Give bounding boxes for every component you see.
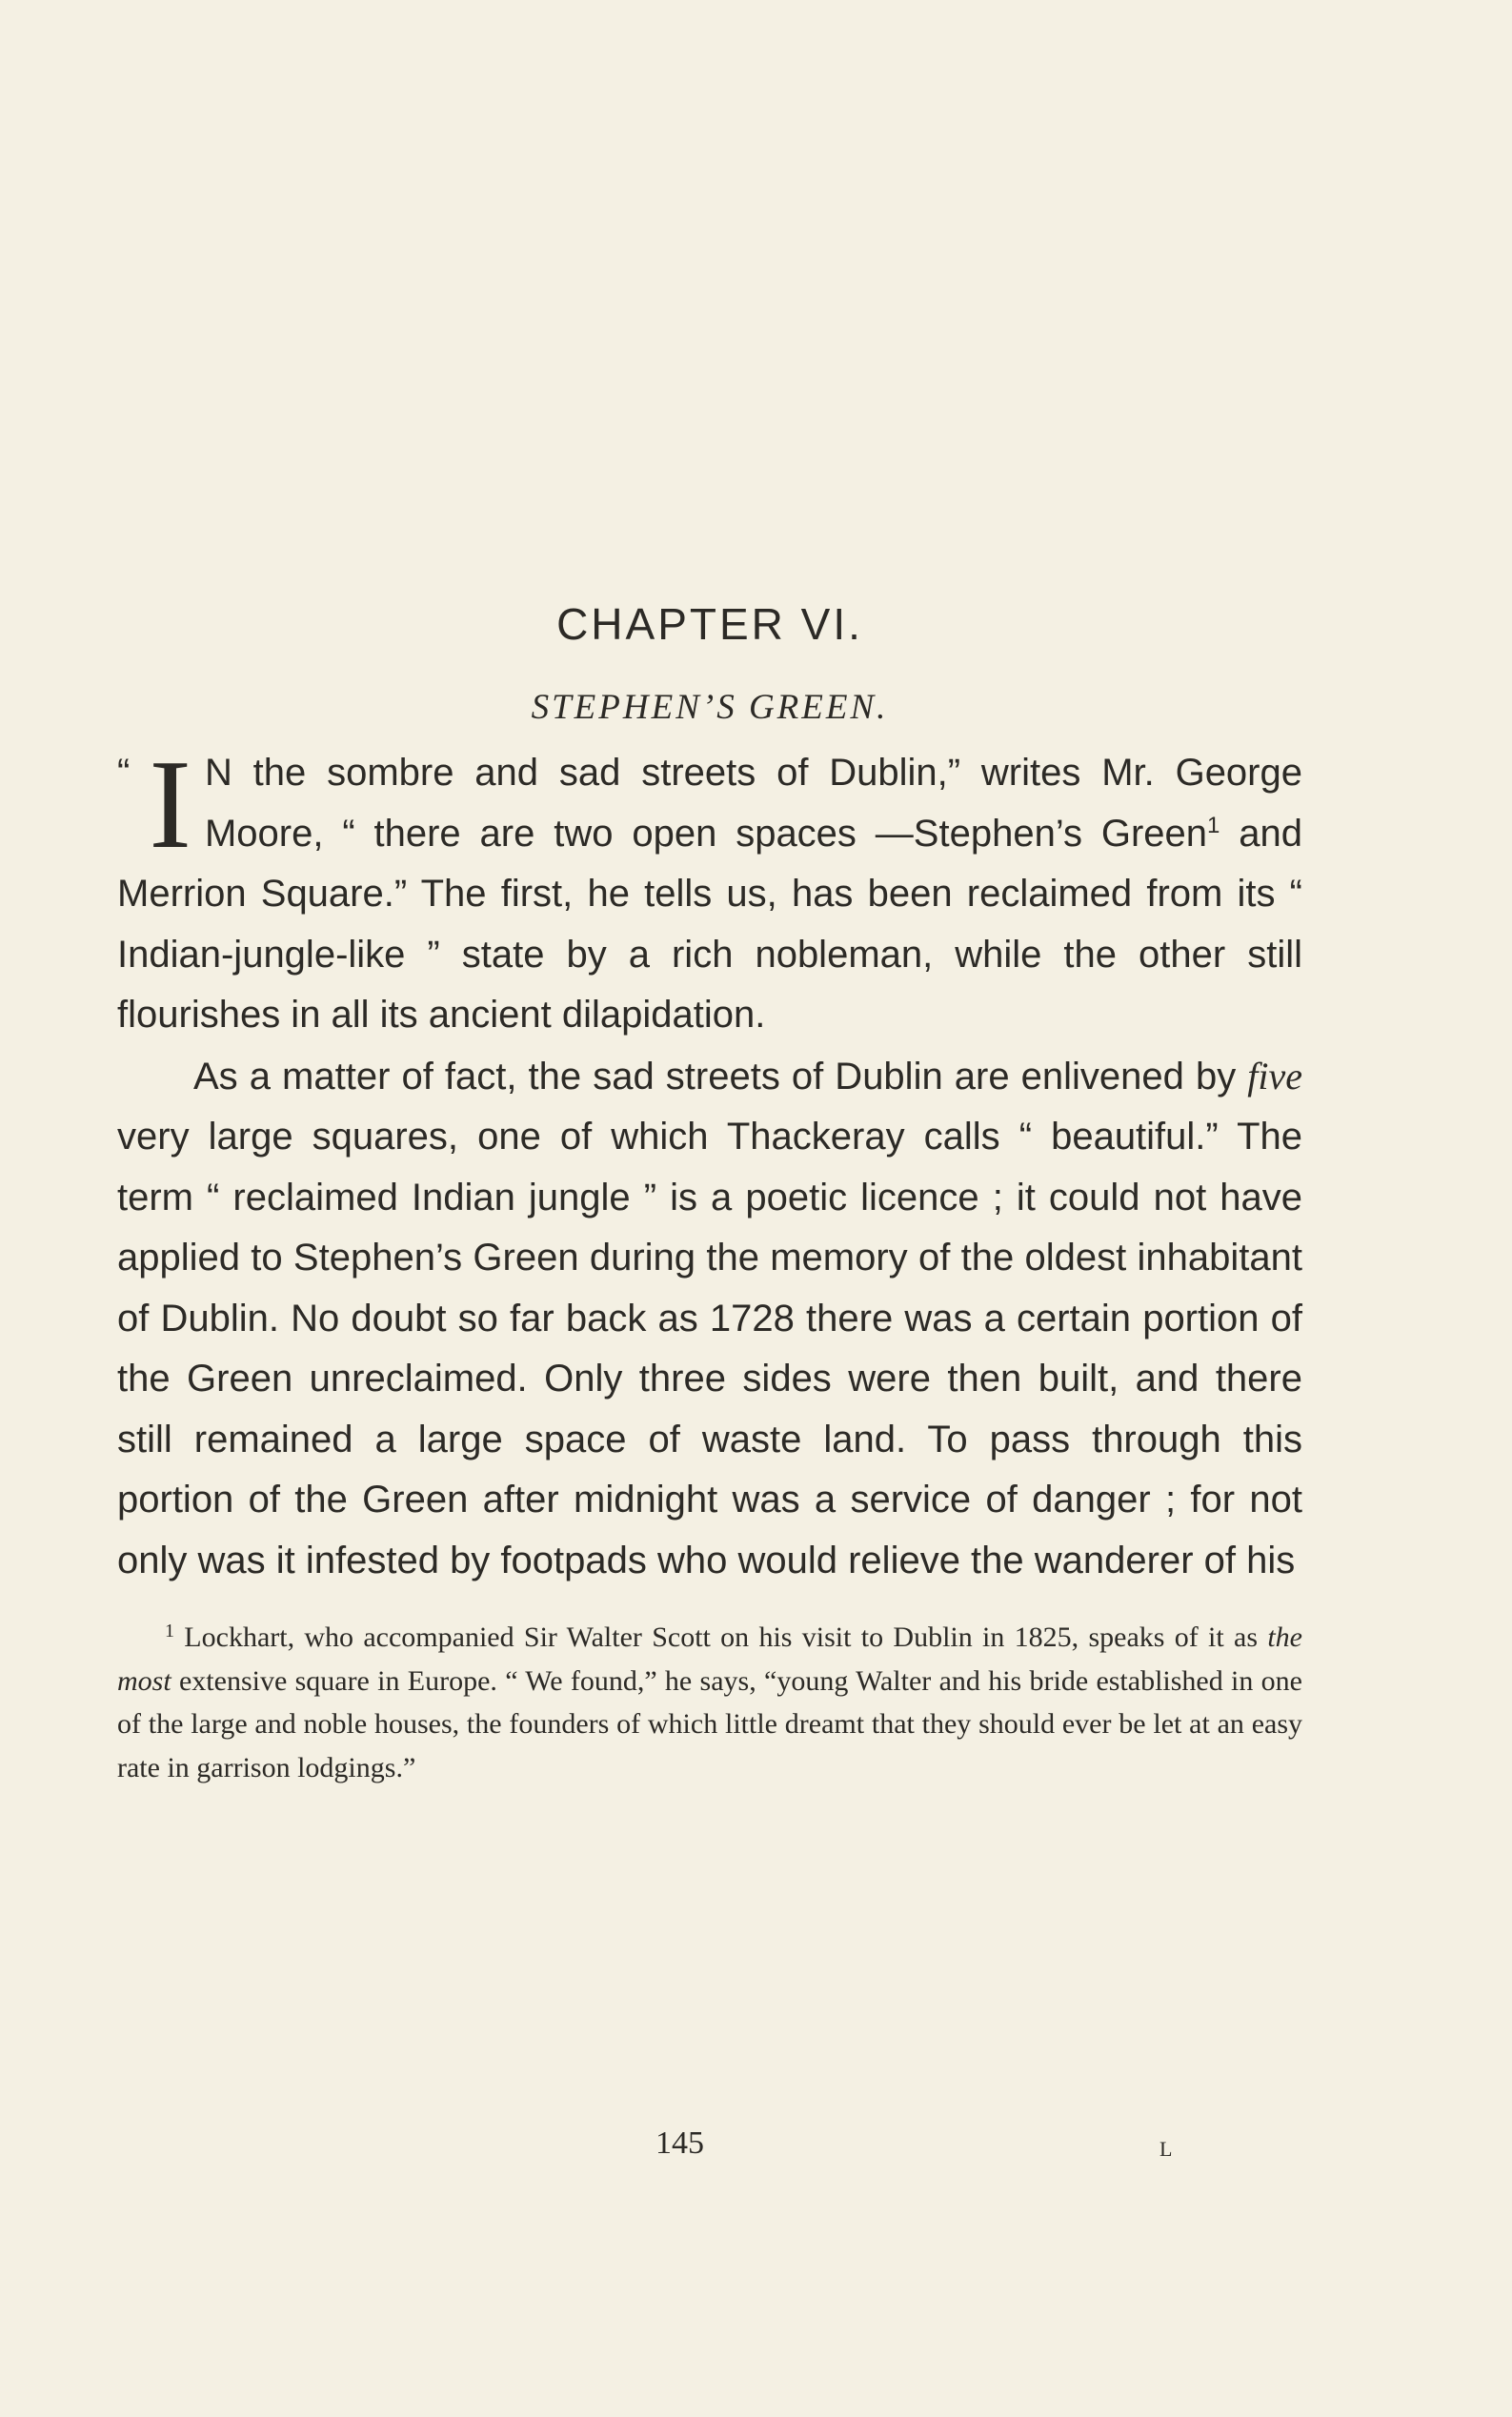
footnote	[117, 1616, 1302, 1789]
chapter-title: CHAPTER VI.	[556, 599, 863, 649]
footnote-text-b: extensive square in Europe. “ We found,” he says, “young Walter and his bride established in one of the large and noble houses, the founders of which little dreamt that they should ever be let at an easy rate in garrison lodgings.”	[117, 1664, 1302, 1783]
footnote-reference: 1	[1207, 812, 1220, 838]
paragraph-2	[117, 1046, 1302, 1592]
paragraph-2-emphasis: five	[1247, 1054, 1302, 1098]
footnote-marker: 1	[165, 1621, 174, 1642]
chapter-subtitle: STEPHEN’S GREEN.	[531, 688, 889, 727]
paragraph-1-text-b: and Merrion Square.” The first, he tells us, has been reclaimed from its “ Indian-jungle-like ” state by a rich nobleman, while the other still flourishes in all its ancient dilapidation.	[117, 812, 1302, 1036]
paragraph-2-text-b: very large squares, one of which Thackeray calls “ beautiful.” The term “ reclaimed Indian jungle ” is a poetic licence ; it could not have applied to Stephen’s Green during the memory of the oldest inhabitant of Dublin. No doubt so far back as 1728 there was a certain portion of the Green unreclaimed. Only three sides were then built, and there still remained a large space of waste land. To pass through this portion of the Green after midnight was a service of danger ; for not only was it infested by footpads who would relieve the wanderer of his	[117, 1116, 1302, 1581]
footnote-emphasis: the most	[117, 1621, 1302, 1697]
signature-mark: L	[1159, 2137, 1174, 2161]
opening-quote: “	[117, 752, 131, 794]
paragraph-1	[117, 734, 1302, 1046]
book-page	[117, 591, 1302, 1789]
paragraph-1-text-a: N the sombre and sad streets of Dublin,” writes Mr. George Moore, “ there are two open spaces —Stephen’s Green	[204, 752, 1302, 855]
paragraph-2-text-a: As a matter of fact, the sad streets of Dublin are enlivened by	[193, 1055, 1248, 1098]
drop-cap: I	[149, 734, 192, 875]
footnote-text-a: Lockhart, who accompanied Sir Walter Scott on his visit to Dublin in 1825, speaks of it as	[174, 1621, 1268, 1653]
page-number: 145	[655, 2125, 704, 2161]
